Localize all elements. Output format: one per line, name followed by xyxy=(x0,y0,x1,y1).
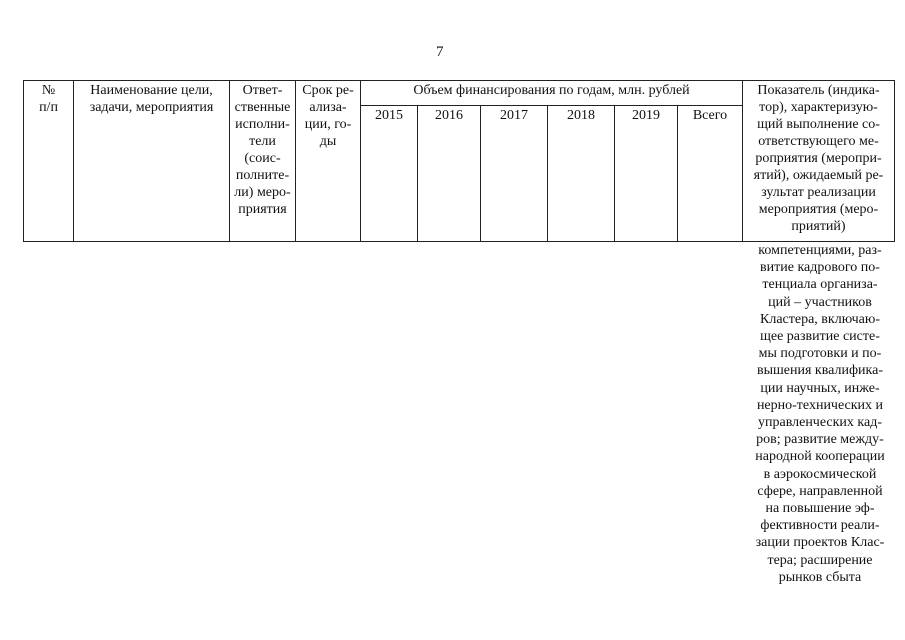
financing-table xyxy=(23,80,895,242)
header-year-2019: 2019 xyxy=(615,106,678,242)
header-year-2016: 2016 xyxy=(418,106,481,242)
header-number: № п/п xyxy=(24,81,74,242)
header-financing: Объем финансирования по годам, млн. рублей xyxy=(361,81,743,106)
header-total: Всего xyxy=(678,106,743,242)
header-name: Наименование цели, задачи, мероприятия xyxy=(74,81,230,242)
indicator-continuation-text: компетенциями, раз- витие кадрового по- тенциала организа- ций – участников Кластера, включаю- щее развитие систе- мы подготовки и по- вышения квалифика- ции научных, инже- нерно-технических и управленческих кад- ров; развитие между- народной кооперации в аэрокосмической сфере, направленной на повышение эф- фективности реали- зации проектов Клас- тера; расширение рынков сбыта xyxy=(755,243,885,585)
header-term: Срок ре- ализа- ции, го- ды xyxy=(296,81,361,242)
page-number: 7 xyxy=(436,44,444,60)
header-year-2015: 2015 xyxy=(361,106,418,242)
header-responsible: Ответ- ственные исполни- тели (соис- полните- ли) меро- приятия xyxy=(230,81,296,242)
header-year-2018: 2018 xyxy=(548,106,615,242)
header-indicator: Показатель (индика- тор), характеризую- щий выполнение со- ответствующего ме- роприятия (меропри- ятий), ожидаемый ре- зультат реализации мероприятия (меро- приятий) xyxy=(743,81,895,242)
header-year-2017: 2017 xyxy=(481,106,548,242)
